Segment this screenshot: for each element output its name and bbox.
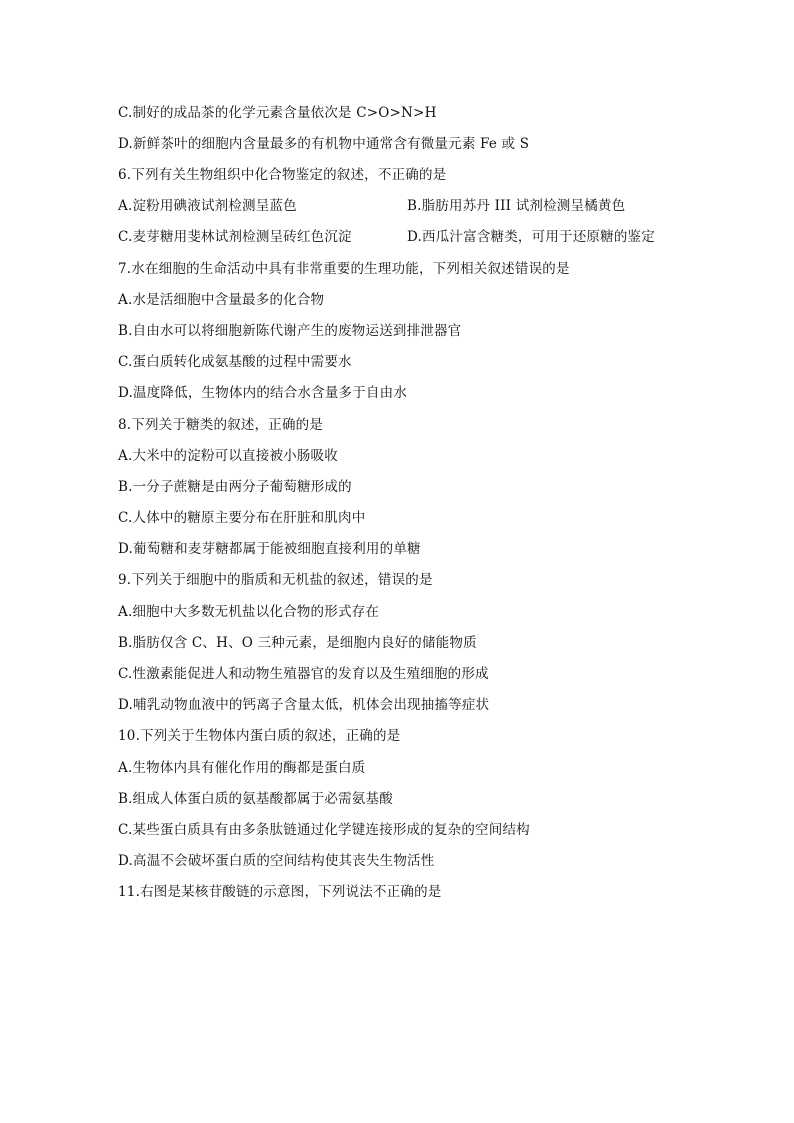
option-10b: B.组成人体蛋白质的氨基酸都属于必需氨基酸 bbox=[118, 791, 393, 807]
option-7d: D.温度降低，生物体内的结合水含量多于自由水 bbox=[118, 385, 408, 401]
option-7a: A.水是活细胞中含量最多的化合物 bbox=[118, 292, 325, 308]
options-6cd bbox=[118, 228, 655, 246]
question-11: 11.右图是某核苷酸链的示意图，下列说法不正确的是 bbox=[118, 884, 442, 900]
option-6d: D.西瓜汁富含糖类，可用于还原糖的鉴定 bbox=[407, 229, 655, 245]
question-6: 6.下列有关生物组织中化合物鉴定的叙述，不正确的是 bbox=[118, 167, 447, 183]
option-9b: B.脂肪仅含 C、H、O 三种元素，是细胞内良好的储能物质 bbox=[118, 635, 477, 651]
option-6c: C.麦芽糖用斐林试剂检测呈砖红色沉淀 bbox=[118, 229, 352, 245]
question-10: 10.下列关于生物体内蛋白质的叙述，正确的是 bbox=[118, 728, 401, 744]
question-9: 9.下列关于细胞中的脂质和无机盐的叙述，错误的是 bbox=[118, 572, 433, 588]
option-8a: A.大米中的淀粉可以直接被小肠吸收 bbox=[118, 448, 338, 464]
option-10a: A.生物体内具有催化作用的酶都是蛋白质 bbox=[118, 760, 366, 776]
option-7c: C.蛋白质转化成氨基酸的过程中需要水 bbox=[118, 354, 352, 370]
option-6b: B.脂肪用苏丹 III 试剂检测呈橘黄色 bbox=[407, 198, 626, 214]
option-8c: C.人体中的糖原主要分布在肝脏和肌肉中 bbox=[118, 510, 366, 526]
option-7b: B.自由水可以将细胞新陈代谢产生的废物运送到排泄器官 bbox=[118, 323, 462, 339]
option-9a: A.细胞中大多数无机盐以化合物的形式存在 bbox=[118, 604, 380, 620]
question-8: 8.下列关于糖类的叙述，正确的是 bbox=[118, 417, 324, 433]
option-9d: D.哺乳动物血液中的钙离子含量太低，机体会出现抽搐等症状 bbox=[118, 697, 490, 713]
option-8b: B.一分子蔗糖是由两分子葡萄糖形成的 bbox=[118, 479, 352, 495]
options-6ab bbox=[118, 197, 626, 215]
option-6a: A.淀粉用碘液试剂检测呈蓝色 bbox=[118, 198, 297, 214]
option-9c: C.性激素能促进人和动物生殖器官的发育以及生殖细胞的形成 bbox=[118, 666, 489, 682]
option-5c: C.制好的成品茶的化学元素含量依次是 C>O>N>H bbox=[118, 105, 437, 121]
option-8d: D.葡萄糖和麦芽糖都属于能被细胞直接利用的单糖 bbox=[118, 541, 421, 557]
option-10c: C.某些蛋白质具有由多条肽链通过化学键连接形成的复杂的空间结构 bbox=[118, 822, 530, 838]
option-5d: D.新鲜茶叶的细胞内含量最多的有机物中通常含有微量元素 Fe 或 S bbox=[118, 136, 530, 152]
question-7: 7.水在细胞的生命活动中具有非常重要的生理功能，下列相关叙述错误的是 bbox=[118, 261, 570, 277]
option-10d: D.高温不会破坏蛋白质的空间结构使其丧失生物活性 bbox=[118, 853, 435, 869]
